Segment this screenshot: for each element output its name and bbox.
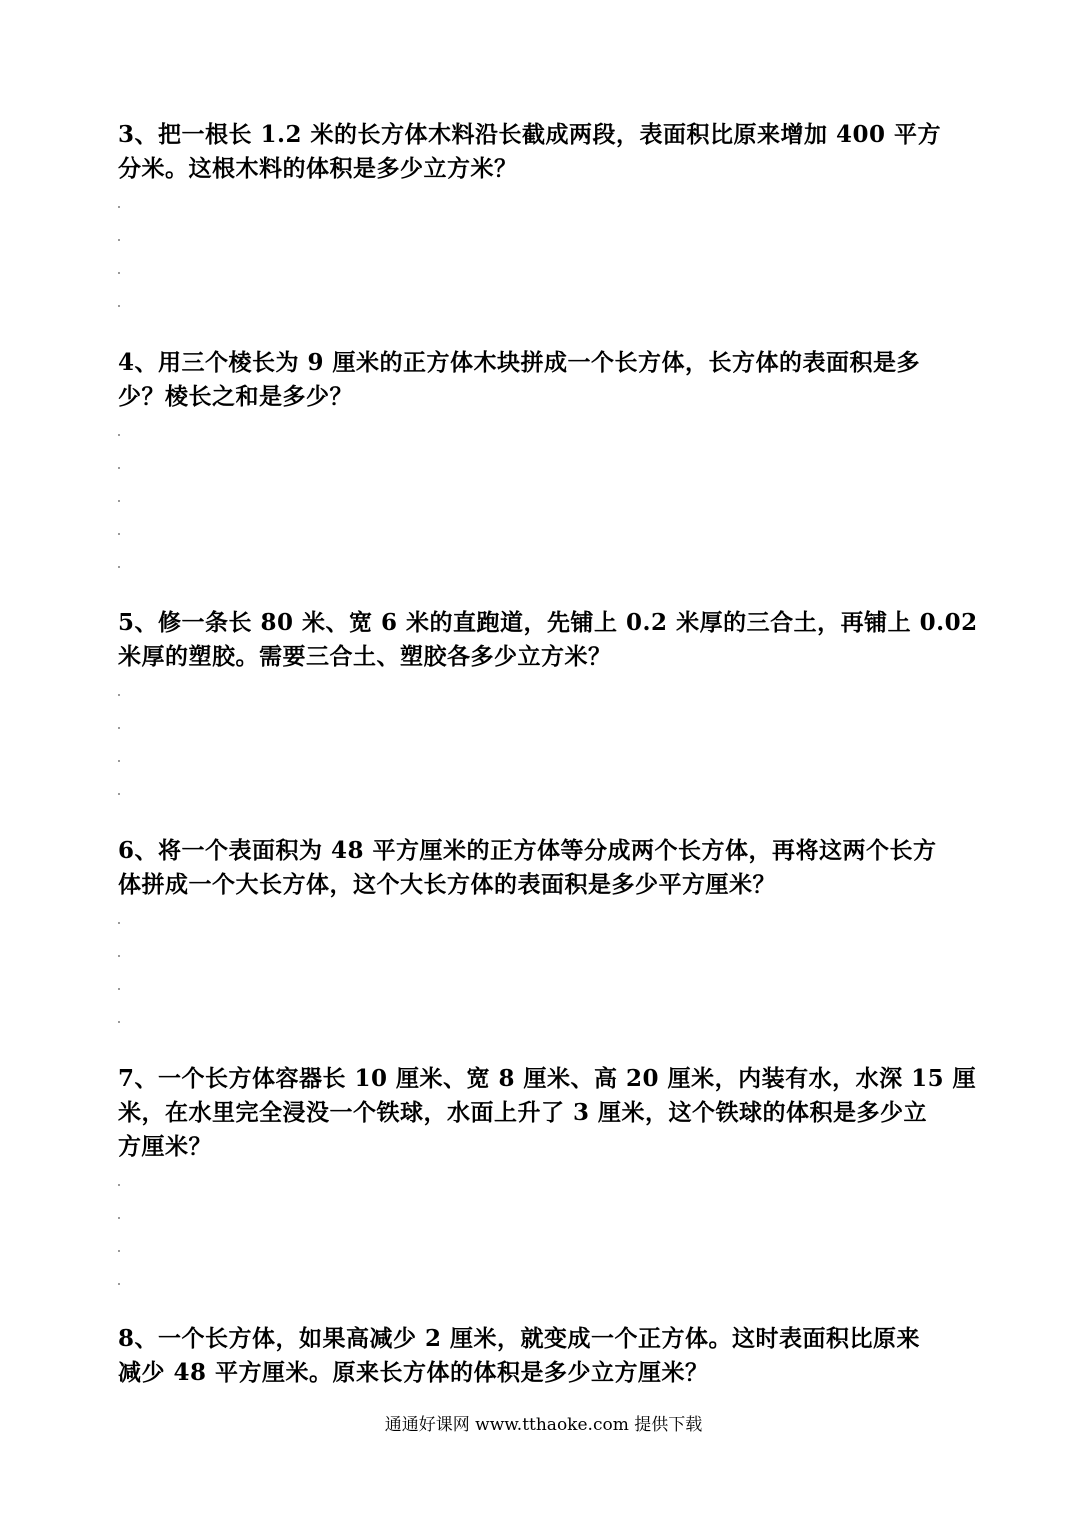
answer-line-marker [118,727,120,729]
question-5 [118,606,978,674]
question-line: 减少 48 平方厘米。原来长方体的体积是多少立方厘米？ [118,1359,709,1386]
answer-line-marker [118,1021,120,1023]
answer-line-marker [118,1184,120,1186]
question-6 [118,834,974,902]
answer-line-marker [118,793,120,795]
question-line: 5、修一条长 80 米、宽 6 米的直跑道，先铺上 0.2 米厚的三合土，再铺上 0.02 [118,609,978,636]
page-footer: 通通好课网 www.tthaoke.com 提供下载 [384,1415,703,1435]
answer-line-marker [118,206,120,208]
answer-line-marker [118,760,120,762]
question-line: 6、将一个表面积为 48 平方厘米的正方体等分成两个长方体，再将这两个长方 [118,837,937,864]
question-line: 方厘米？ [118,1133,212,1160]
answer-line-marker [118,922,120,924]
question-line: 少？棱长之和是多少？ [118,383,353,410]
answer-line-marker [118,467,120,469]
answer-line-marker [118,988,120,990]
answer-line-marker [118,566,120,568]
question-line: 分米。这根木料的体积是多少立方米？ [118,155,518,182]
answer-line-marker [118,1250,120,1252]
question-7 [118,1062,977,1164]
answer-line-marker [118,272,120,274]
question-line: 米厚的塑胶。需要三合土、塑胶各多少立方米？ [118,643,612,670]
answer-line-marker [118,533,120,535]
question-4 [118,346,974,414]
question-8 [118,1322,974,1390]
question-line: 3、把一根长 1.2 米的长方体木料沿长截成两段，表面积比原来增加 400 平方 [118,121,942,148]
answer-line-marker [118,305,120,307]
answer-line-marker [118,239,120,241]
answer-line-marker [118,694,120,696]
question-line: 4、用三个棱长为 9 厘米的正方体木块拼成一个长方体，长方体的表面积是多 [118,349,921,376]
answer-line-marker [118,500,120,502]
answer-line-marker [118,1217,120,1219]
question-line: 8、一个长方体，如果高减少 2 厘米，就变成一个正方体。这时表面积比原来 [118,1325,921,1352]
answer-line-marker [118,955,120,957]
answer-line-marker [118,434,120,436]
question-line: 体拼成一个大长方体，这个大长方体的表面积是多少平方厘米？ [118,871,776,898]
answer-line-marker [118,1283,120,1285]
question-line: 7、一个长方体容器长 10 厘米、宽 8 厘米、高 20 厘米，内装有水，水深 15 厘 [118,1065,977,1092]
question-3 [118,118,974,186]
question-line: 米，在水里完全浸没一个铁球，水面上升了 3 厘米，这个铁球的体积是多少立 [118,1099,928,1126]
